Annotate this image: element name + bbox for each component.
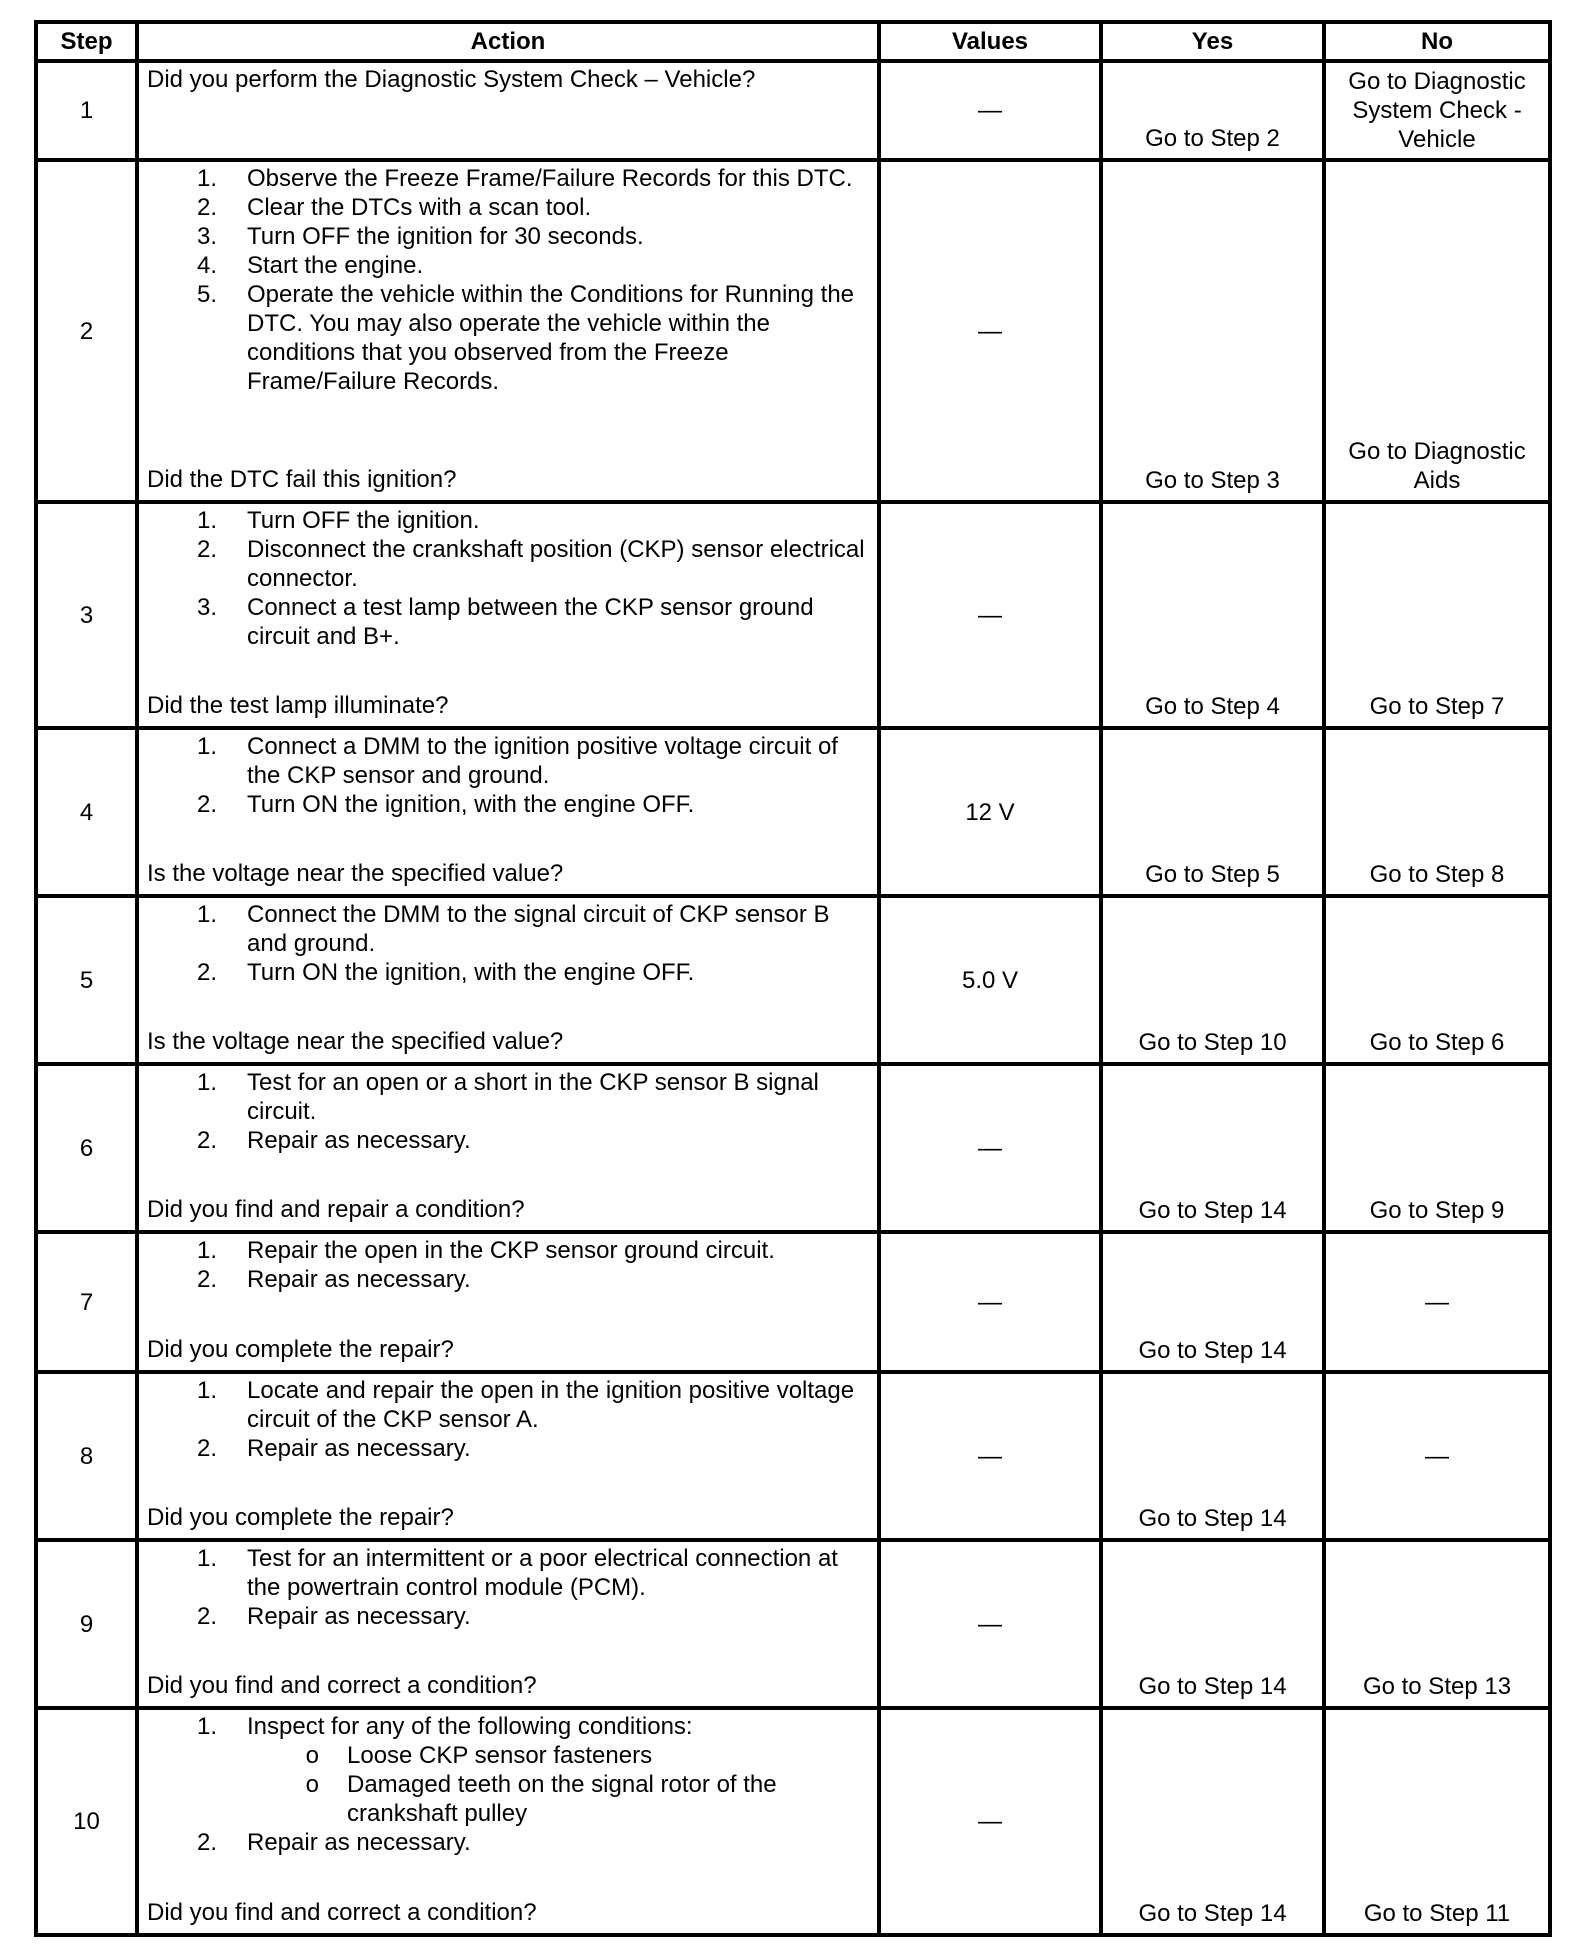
value-cell: 12 V — [879, 728, 1101, 896]
action-cell — [137, 1540, 879, 1708]
yes-cell: Go to Step 14 — [1101, 1708, 1324, 1935]
no-cell: Go to Diagnostic Aids — [1324, 160, 1550, 502]
table-row — [36, 502, 1550, 728]
header-no: No — [1324, 22, 1550, 61]
no-cell: Go to Diagnostic System Check - Vehicle — [1324, 61, 1550, 160]
action-step: 2. Turn ON the ignition, with the engine OFF. — [196, 959, 695, 986]
action-question: Did you complete the repair? — [147, 1504, 454, 1531]
action-step: 5. Operate the vehicle within the Conditions for Running the DTC. You may also operate the vehicle within the conditions that you observed from the Freeze Frame/Failure Records. — [196, 281, 855, 395]
value-cell: — — [879, 1540, 1101, 1708]
action-step: 1. Test for an intermittent or a poor electrical connection at the powertrain control module (PCM). — [196, 1545, 838, 1601]
action-step: 1. Test for an open or a short in the CKP sensor B signal circuit. — [196, 1069, 819, 1125]
action-substeps — [147, 1741, 869, 1828]
action-cell — [137, 1064, 879, 1232]
action-step: 2. Repair as necessary. — [196, 1266, 471, 1293]
header-action: Action — [137, 22, 879, 61]
action-step: 4. Start the engine. — [196, 252, 424, 279]
yes-cell: Go to Step 14 — [1101, 1540, 1324, 1708]
action-steps — [147, 1376, 869, 1463]
step-number: 3 — [36, 502, 137, 728]
no-cell: Go to Step 9 — [1324, 1064, 1550, 1232]
yes-cell: Go to Step 5 — [1101, 728, 1324, 896]
header-values: Values — [879, 22, 1101, 61]
no-cell: Go to Step 11 — [1324, 1708, 1550, 1935]
step-number: 10 — [36, 1708, 137, 1935]
yes-cell: Go to Step 14 — [1101, 1372, 1324, 1540]
action-step: 1. Connect the DMM to the signal circuit of CKP sensor B and ground. — [196, 901, 830, 957]
value-cell: — — [879, 160, 1101, 502]
action-question: Did you find and repair a condition? — [147, 1196, 525, 1223]
table-row — [36, 1372, 1550, 1540]
table-row — [36, 728, 1550, 896]
condition-list — [247, 1741, 869, 1828]
action-question: Did you complete the repair? — [147, 1336, 454, 1363]
action-step: 2. Disconnect the crankshaft position (CKP) sensor electrical connector. — [196, 536, 865, 592]
value-cell: — — [879, 1708, 1101, 1935]
step-number: 4 — [36, 728, 137, 896]
action-step: 2. Repair as necessary. — [196, 1603, 471, 1630]
action-steps — [147, 1712, 869, 1857]
step-number: 5 — [36, 896, 137, 1064]
action-step: 2. Turn ON the ignition, with the engine OFF. — [196, 791, 695, 818]
no-cell: Go to Step 7 — [1324, 502, 1550, 728]
yes-cell: Go to Step 3 — [1101, 160, 1324, 502]
action-step: 2. Repair as necessary. — [196, 1127, 471, 1154]
value-cell: — — [879, 61, 1101, 160]
action-question: Did the test lamp illuminate? — [147, 692, 449, 719]
action-step: 1. Turn OFF the ignition. — [196, 507, 480, 534]
value-cell: — — [879, 1372, 1101, 1540]
step-number: 8 — [36, 1372, 137, 1540]
action-cell — [137, 728, 879, 896]
action-steps — [147, 164, 869, 396]
table-row — [36, 1540, 1550, 1708]
action-steps — [147, 732, 869, 819]
action-question: Did the DTC fail this ignition? — [147, 466, 457, 493]
step-number: 2 — [36, 160, 137, 502]
yes-cell: Go to Step 14 — [1101, 1232, 1324, 1372]
no-cell: — — [1324, 1372, 1550, 1540]
action-cell — [137, 1708, 879, 1935]
action-question: Did you find and correct a condition? — [147, 1899, 537, 1926]
step-number: 7 — [36, 1232, 137, 1372]
table-row — [36, 1064, 1550, 1232]
action-cell — [137, 160, 879, 502]
no-cell: Go to Step 13 — [1324, 1540, 1550, 1708]
table-row — [36, 160, 1550, 502]
action-step: 3. Connect a test lamp between the CKP sensor ground circuit and B+. — [196, 594, 814, 650]
action-question: Did you perform the Diagnostic System Check – Vehicle? — [147, 66, 756, 93]
table-row — [36, 896, 1550, 1064]
action-steps — [147, 506, 869, 651]
value-cell: — — [879, 1064, 1101, 1232]
action-steps — [147, 1236, 869, 1294]
action-question: Is the voltage near the specified value? — [147, 860, 564, 887]
action-cell — [137, 502, 879, 728]
action-cell — [137, 61, 879, 160]
condition-item: o Loose CKP sensor fasteners — [305, 1742, 653, 1769]
action-question: Is the voltage near the specified value? — [147, 1028, 564, 1055]
action-steps — [147, 1544, 869, 1631]
table-header-row — [36, 22, 1550, 61]
action-step: 1. Inspect for any of the following conditions: — [196, 1713, 693, 1740]
value-cell: 5.0 V — [879, 896, 1101, 1064]
action-step: 2. Repair as necessary. — [196, 1829, 471, 1856]
action-question: Did you find and correct a condition? — [147, 1672, 537, 1699]
action-step: 1. Repair the open in the CKP sensor ground circuit. — [196, 1237, 775, 1264]
action-cell — [137, 1232, 879, 1372]
action-step: 1. Observe the Freeze Frame/Failure Records for this DTC. — [196, 165, 853, 192]
header-yes: Yes — [1101, 22, 1324, 61]
table-row — [36, 1232, 1550, 1372]
table-row — [36, 61, 1550, 160]
yes-cell: Go to Step 14 — [1101, 1064, 1324, 1232]
diagnostic-table — [34, 20, 1552, 1937]
yes-cell: Go to Step 2 — [1101, 61, 1324, 160]
diagnostic-document — [34, 20, 1552, 1937]
action-steps — [147, 1068, 869, 1155]
yes-cell: Go to Step 10 — [1101, 896, 1324, 1064]
table-row — [36, 1708, 1550, 1935]
action-step: 2. Repair as necessary. — [196, 1435, 471, 1462]
action-steps — [147, 900, 869, 987]
action-cell — [137, 896, 879, 1064]
no-cell: — — [1324, 1232, 1550, 1372]
no-cell: Go to Step 8 — [1324, 728, 1550, 896]
value-cell: — — [879, 1232, 1101, 1372]
action-step: 1. Connect a DMM to the ignition positive voltage circuit of the CKP sensor and ground. — [196, 733, 838, 789]
step-number: 6 — [36, 1064, 137, 1232]
value-cell: — — [879, 502, 1101, 728]
action-step: 3. Turn OFF the ignition for 30 seconds. — [196, 223, 644, 250]
yes-cell: Go to Step 4 — [1101, 502, 1324, 728]
step-number: 9 — [36, 1540, 137, 1708]
no-cell: Go to Step 6 — [1324, 896, 1550, 1064]
action-cell — [137, 1372, 879, 1540]
condition-item: o Damaged teeth on the signal rotor of the crankshaft pulley — [305, 1771, 777, 1827]
step-number: 1 — [36, 61, 137, 160]
header-step: Step — [36, 22, 137, 61]
action-step: 1. Locate and repair the open in the ignition positive voltage circuit of the CKP sensor A. — [196, 1377, 855, 1433]
action-step: 2. Clear the DTCs with a scan tool. — [196, 194, 592, 221]
